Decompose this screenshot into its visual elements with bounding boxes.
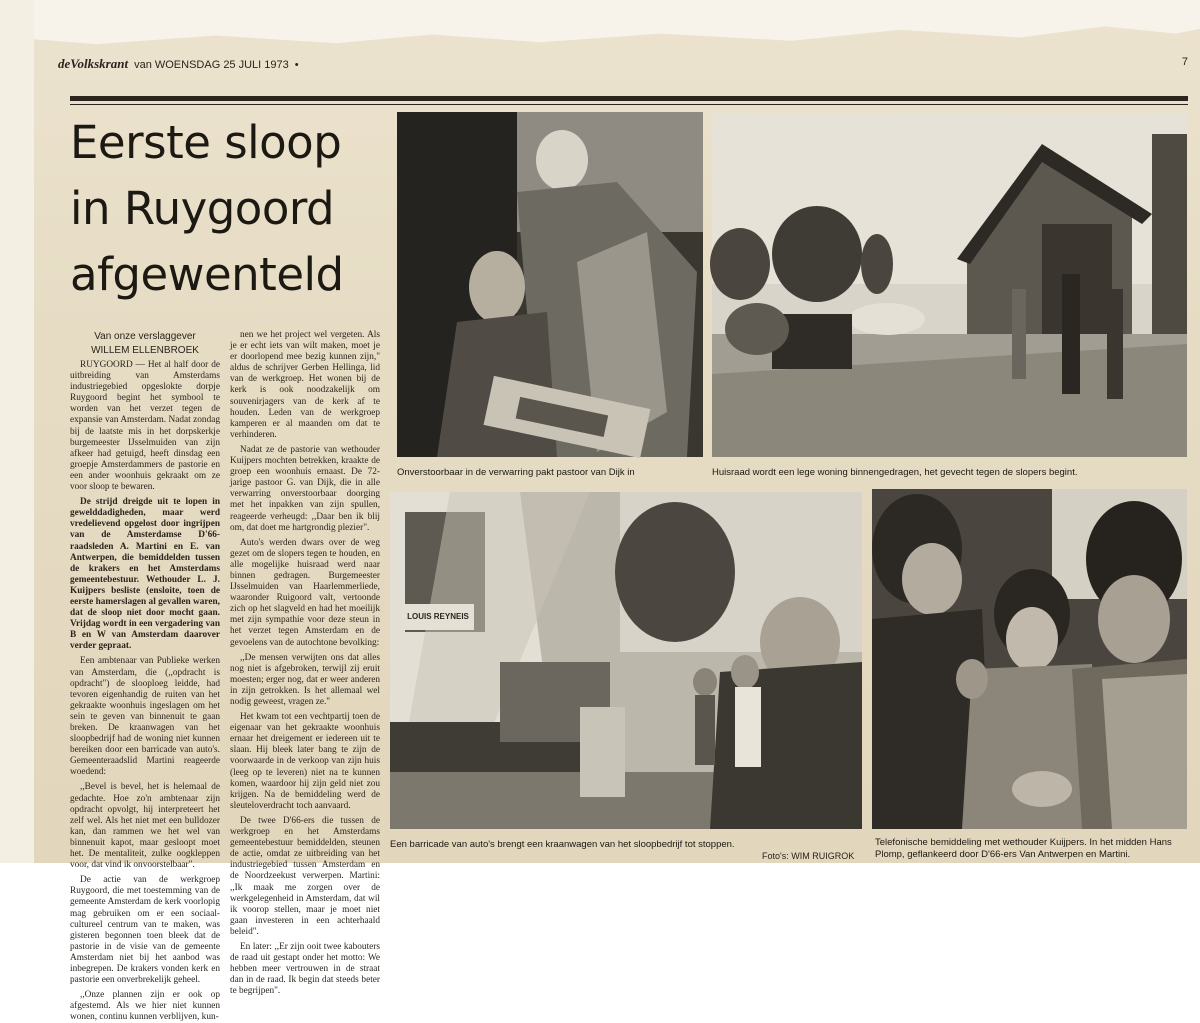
photo-pastor-packing-image (397, 112, 703, 457)
torn-paper-edge-left (0, 0, 34, 863)
newspaper-brand: deVolkskrant (58, 56, 129, 71)
article-paragraph: ,,Bevel is bevel, het is helemaal de gedachte. Hoe zo'n ambtenaar zijn opdracht opvolgt, hij interpreteert het zelf wel. Als het niet met een bulldozer kan, dan rammen we het wel van binnenuit kapot, maar gesloopt moet het. De mentaliteit, zulke oogkleppen voor, dat vind ik onvoorstelbaar". (70, 782, 220, 871)
headline-line-2: in Ruygoord (70, 182, 335, 235)
article-column-1 (70, 360, 220, 1023)
article-paragraph: ,,Onze plannen zijn er ook op afgestemd. Als we hier niet kunnen wonen, continu kunnen verblijven, kun- (70, 990, 220, 1023)
photo-furniture-carried-image (712, 114, 1187, 457)
article-paragraph: De twee D'66-ers die tussen de werkgroep en het Amsterdams gemeentebestuur bemiddelden, steunen de actie, omdat ze uitbreiding van het industriegebied tussen Amsterdam en de Noordzeekust verwerpen. Martini: ,,Ik maak me zorgen over de werkgelegenheid in Amsterdam, dat wil ik voorop stellen, maar je moet niet gaan investeren in een achterhaald beleid". (230, 815, 380, 937)
page-number: 7 (1181, 56, 1188, 68)
byline-author: WILLEM ELLENBROEK (91, 345, 199, 356)
header-rule-thin (70, 104, 1188, 105)
article-headline (70, 110, 390, 308)
photo-credit: Foto's: WIM RUIGROK (762, 851, 855, 861)
headline-line-3: afgewenteld (70, 248, 344, 301)
headline-line-1: Eerste sloop (70, 116, 342, 169)
photo-pastor-packing (397, 112, 703, 457)
byline-intro: Van onze verslaggever (94, 331, 196, 342)
article-paragraph: Nadat ze de pastorie van wethouder Kuijpers mochten betrekken, kraakte de groep een woonhuis ernaast. De 72-jarige pastoor G. van Dijk, die in alle verwarring onverstoorbaar doorging met het inpakken van zijn spullen, reageerde verheugd: ,,Daar ben ik blij om, dat doet me hartgrondig plezier". (230, 444, 380, 533)
torn-paper-edge-top (0, 0, 1200, 48)
photo-telephone-mediation-image (872, 489, 1187, 829)
article-column-2 (230, 330, 380, 997)
masthead (58, 56, 1188, 78)
article-paragraph: Een ambtenaar van Publieke werken van Amsterdam, die (,,opdracht is opdracht") de slooploeg leidde, had tevoren eigenhandig de ruiten van het gekraakte woonhuis ingeslagen om het sein te geven van binnenuit te gaan breken. De kraanwagen van het sloopbedrijf had de woning niet kunnen bereiken door een barricade van auto's. Gemeenteraadslid Martini reageerde woedend: (70, 656, 220, 778)
article-paragraph: Auto's werden dwars over de weg gezet om de slopers tegen te houden, en alle mogelijke huisraad werd naar binnen gedragen. Burgemeester IJsselmuiden van Haarlemmerliede, waaronder Ruigoord valt, vertoonde zich op het slagveld en had het moeilijk met zijn sympathie voor deze steun in het verzet tegen Amsterdam en de gevoelens van de autochtone bevolking: (230, 537, 380, 648)
masthead-bullet: • (294, 59, 299, 71)
article-paragraph: Het kwam tot een vechtpartij toen de eigenaar van het gekraakte woonhuis ernaar het dreigement er iedereen uit te slaan. Hij bleek later bang te zijn de voorwaarde in de verkoop van zijn huis (leeg op te leveren) niet na te kunnen komen, waardoor hij zijn geld niet zou krijgen. Na de bemiddeling werd de sleuteloverdracht toch aanvaard. (230, 712, 380, 811)
article-paragraph: RUYGOORD — Het al half door de uitbreiding van Amsterdams industriegebied opgeslokte dorpje Ruygoord begint het symbool te worden van het verzet tegen de expansie van Amsterdam. Nadat zondag bij de laatste mis in het dorpskerkje burgemeester IJsselmuiden van zijn afkeer had getuigd, heeft dinsdag een groepje Amsterdammers de pastorie en een ander woonhuis gekraakt om ze voor sloop te bewaren. (70, 360, 220, 493)
caption-photo-4: Telefonische bemiddeling met wethouder Kuijpers. In het midden Hans Plomp, geflankeerd door D'66-ers Van Antwerpen en Martini. (875, 837, 1172, 860)
photo-furniture-carried (712, 114, 1187, 457)
article-paragraph: En later: ,,Er zijn ooit twee kabouters de raad uit gestapt onder het motto: We hebben meer vertrouwen in de straat dan in de raad. Ik begin dat steeds beter te begrijpen". (230, 941, 380, 997)
photo-car-barricade (390, 492, 862, 829)
article-lead-paragraph: De strijd dreigde uit te lopen in gewelddadigheden, maar werd vredelievend opgelost door ingrijpen van de Amsterdamse D'66-raadsleden A. Martini en E. van Antwerpen, die bemiddelden tussen de krakers en het Amsterdams gemeentebestuur. Wethouder L. J. Kuijpers besliste (ensloite, toen de eerste hamerslagen al gevallen waren, dat de sloop niet door mocht gaan. Vrijdag wordt in een vergadering van B en W van Amsterdam daarover verder gepraat. (70, 497, 220, 652)
caption-photo-1: Onverstoorbaar in de verwarring pakt pastoor van Dijk in (397, 467, 635, 478)
photo-car-barricade-image (390, 492, 862, 829)
caption-photo-3: Een barricade van auto's brengt een kraanwagen van het sloopbedrijf tot stoppen. (390, 839, 735, 850)
caption-photo-2: Huisraad wordt een lege woning binnengedragen, het gevecht tegen de slopers begint. (712, 467, 1078, 478)
article-paragraph: ,,De mensen verwijten ons dat alles nog niet is afgebroken, terwijl zij eruit moesten; erger nog, dat er weer anderen in zijn getrokken. Is het allemaal wel nodig geweest, vragen ze." (230, 652, 380, 707)
article-paragraph: nen we het project wel vergeten. Als je er echt iets van wilt maken, moet je er doorlopend mee bezig kunnen zijn," aldus de schrijver Gerben Hellinga, lid van de werkgroep. Het wonen bij de kerk is ook noodzakelijk om souvenirjagers van de kerk af te houden. Leden van de werkgroep kamperen er al maanden om dat te verhinderen. (230, 330, 380, 440)
article-paragraph: De actie van de werkgroep Ruygoord, die met toestemming van de gemeente Amsterdam de kerk voorlopig mag gebruiken om er een sociaal-cultureel centrum van te maken, was gisteren begonnen toen bleek dat de pastorie in de visie van de gemeente Amsterdam niet bij het aanbod was inbegrepen. De krakers vonden kerk en pastorie een onverbrekelijk geheel. (70, 875, 220, 986)
photo-telephone-mediation (872, 489, 1187, 829)
byline (70, 330, 220, 358)
crane-truck-sign: LOUIS REYNEIS (402, 604, 474, 630)
header-rule-thick (70, 96, 1188, 101)
edition-date: van WOENSDAG 25 JULI 1973 (134, 59, 289, 71)
